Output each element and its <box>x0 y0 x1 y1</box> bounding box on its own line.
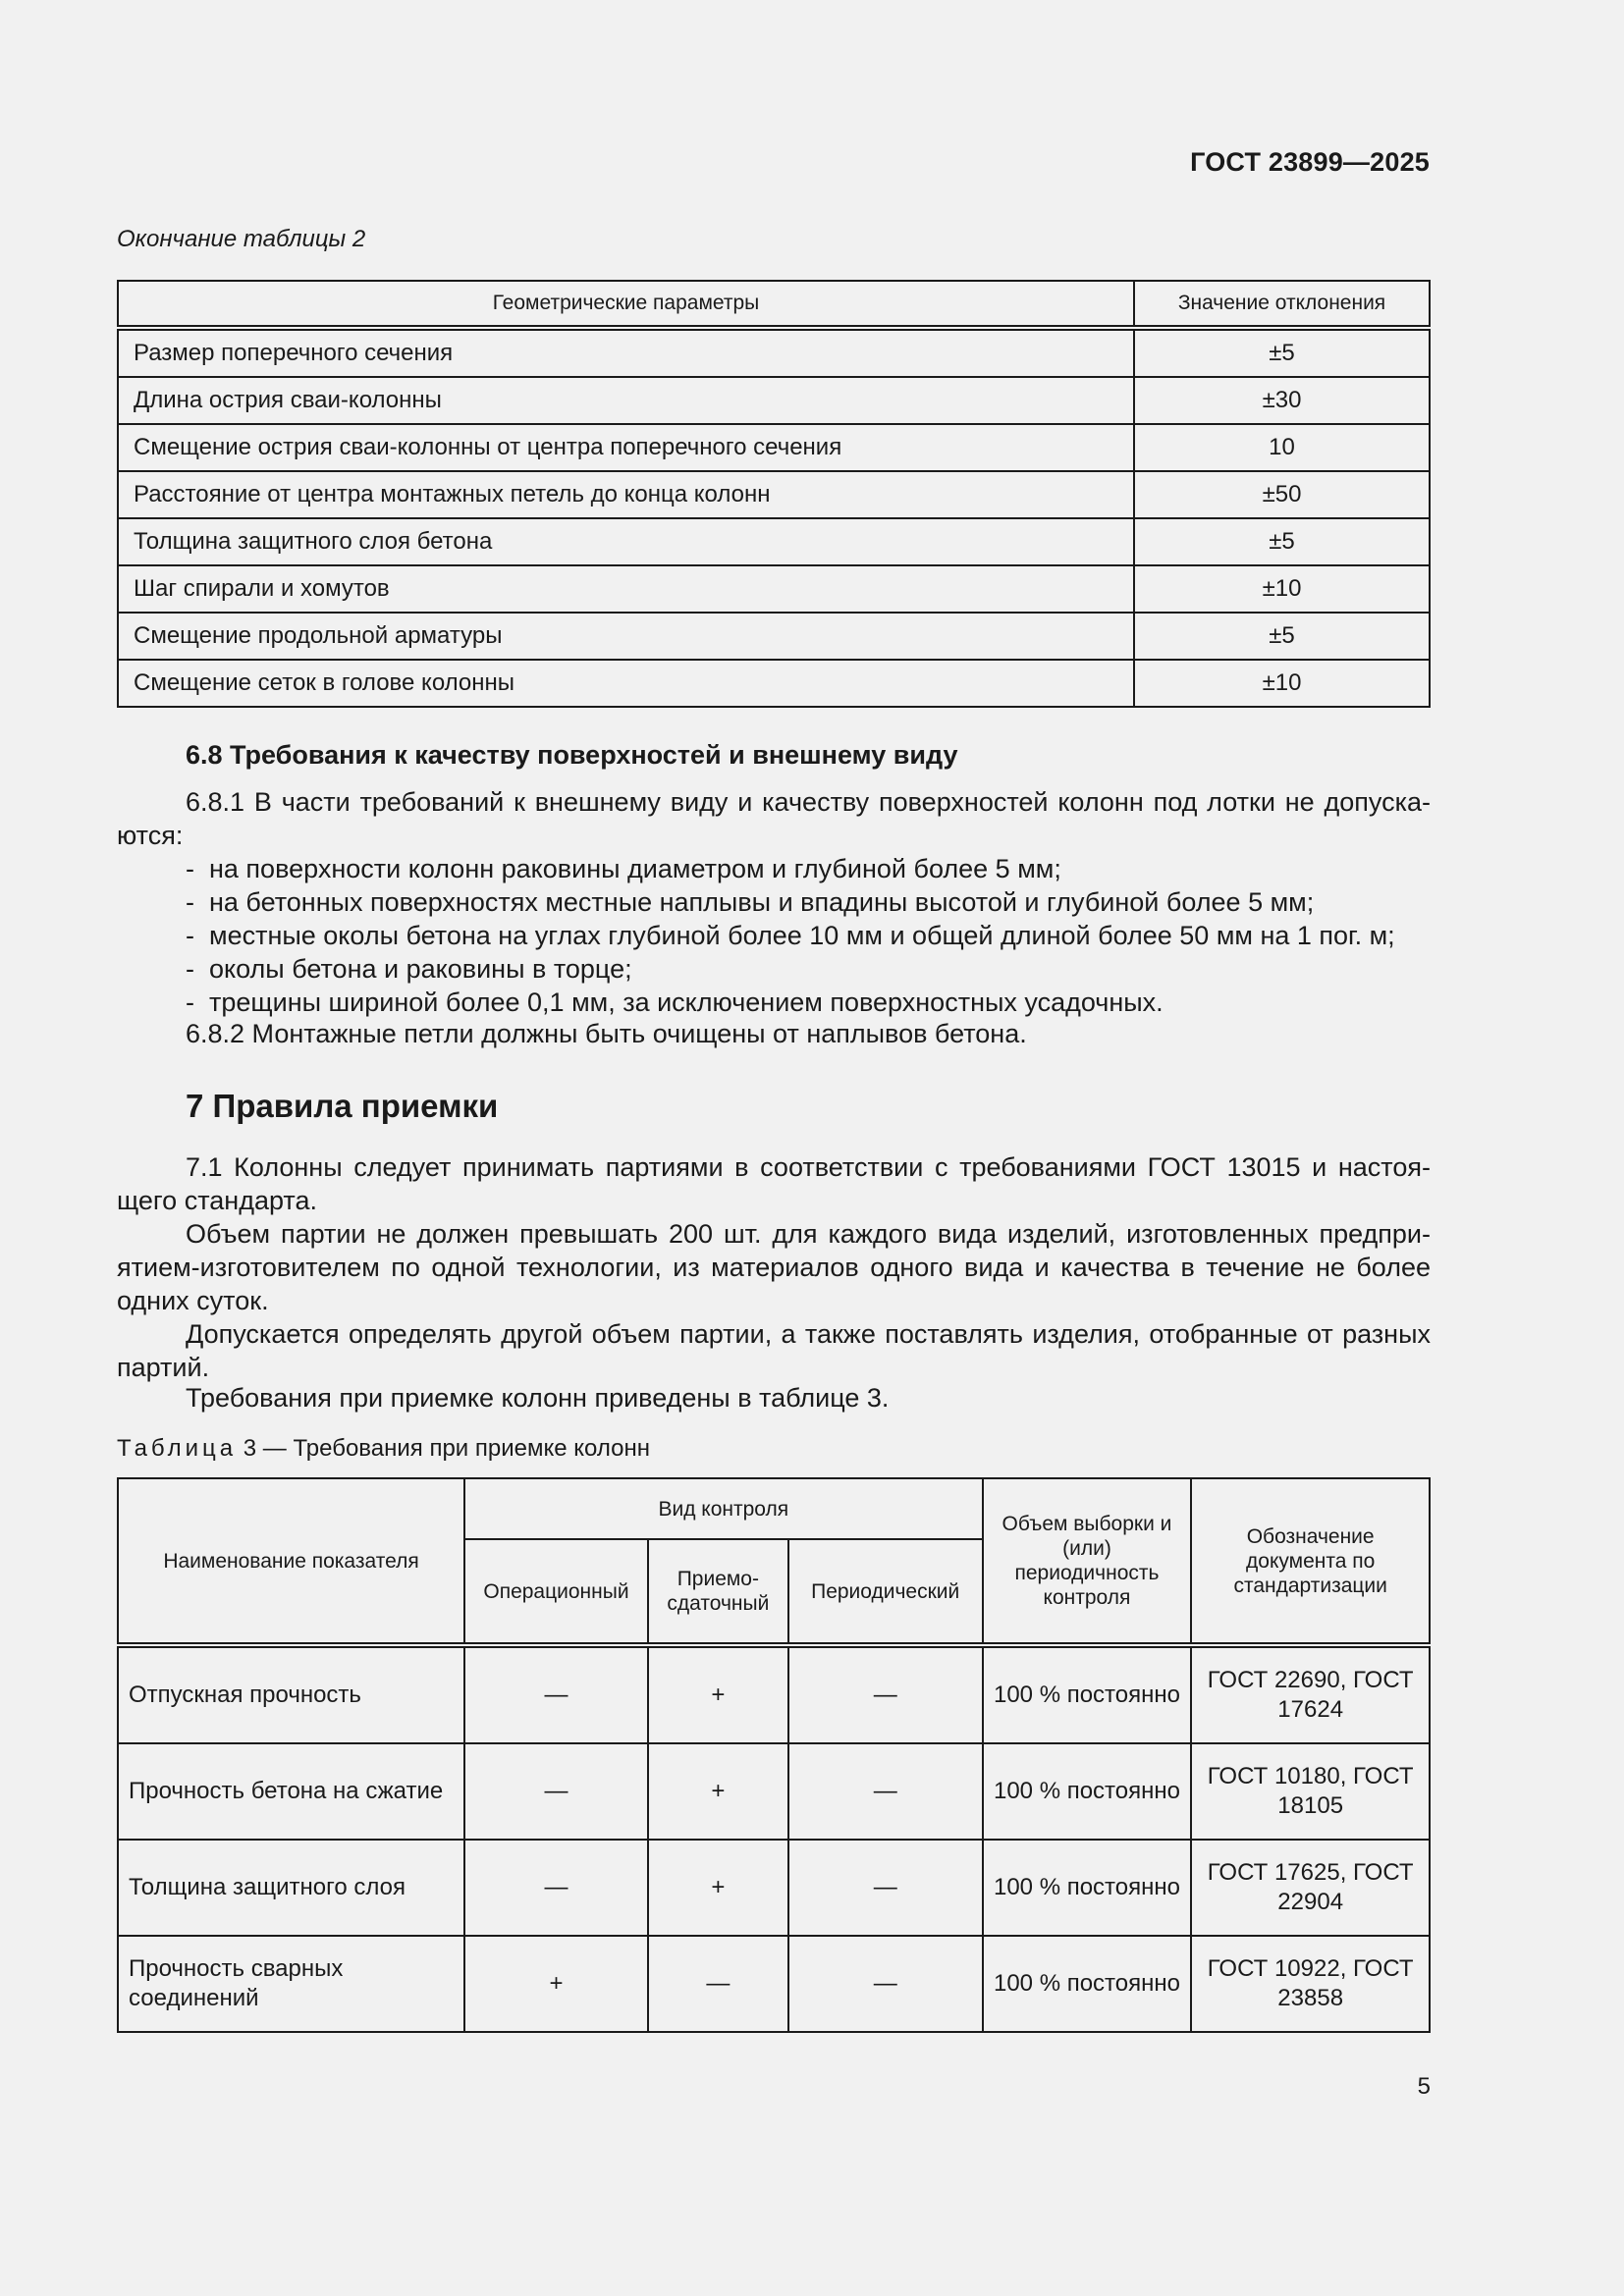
header-control-type: Вид контроля <box>464 1478 983 1539</box>
table-row <box>118 1936 1430 2032</box>
document-cell: ГОСТ 10180, ГОСТ 18105 <box>1191 1743 1430 1840</box>
periodic-cell: — <box>788 1840 983 1936</box>
list-item: - местные околы бетона на углах глубиной более 10 мм и общей длиной более 50 мм на 1 пог. м; <box>186 919 1431 952</box>
operational-cell: — <box>464 1645 648 1743</box>
list-item: - на бетонных поверхностях местные наплывы и впадины высотой и глубиной более 5 мм; <box>186 885 1431 919</box>
sample-cell: 100 % постоянно <box>983 1936 1192 2032</box>
parameter-cell: Смещение острия сваи-колонны от центра поперечного сечения <box>118 424 1134 471</box>
deviation-cell: ±5 <box>1134 613 1430 660</box>
document-cell: ГОСТ 17625, ГОСТ 22904 <box>1191 1840 1430 1936</box>
table3-caption-word: Таблица <box>117 1435 238 1462</box>
parameter-cell: Толщина защитного слоя бетона <box>118 518 1134 565</box>
header-periodic: Периодический <box>788 1539 983 1645</box>
indicator-cell: Прочность сварных соединений <box>118 1936 464 2032</box>
deviation-cell: ±10 <box>1134 660 1430 707</box>
header-operational: Операционный <box>464 1539 648 1645</box>
deviation-cell: ±50 <box>1134 471 1430 518</box>
deviation-cell: ±5 <box>1134 328 1430 377</box>
document-cell: ГОСТ 10922, ГОСТ 23858 <box>1191 1936 1430 2032</box>
defects-list <box>186 852 1431 1019</box>
periodic-cell: — <box>788 1645 983 1743</box>
sample-cell: 100 % постоянно <box>983 1743 1192 1840</box>
list-item: - околы бетона и раковины в торце; <box>186 952 1431 986</box>
acceptance-cell: + <box>648 1840 788 1936</box>
periodic-cell: — <box>788 1936 983 2032</box>
header-sample-volume: Объем выборки и (или) периодичность контроля <box>983 1478 1192 1645</box>
table3-caption <box>117 1435 650 1463</box>
deviation-cell: ±5 <box>1134 518 1430 565</box>
list-item: - трещины шириной более 0,1 мм, за исключением поверхностных усадочных. <box>186 986 1431 1019</box>
table-row <box>118 565 1430 613</box>
deviation-cell: ±10 <box>1134 565 1430 613</box>
parameter-cell: Шаг спирали и хомутов <box>118 565 1134 613</box>
list-item: - на поверхности колонн раковины диаметром и глубиной более 5 мм; <box>186 852 1431 885</box>
sample-cell: 100 % постоянно <box>983 1840 1192 1936</box>
indicator-cell: Толщина защитного слоя <box>118 1840 464 1936</box>
periodic-cell: — <box>788 1743 983 1840</box>
table-row <box>118 471 1430 518</box>
paragraph-other-lot: Допускается определять другой объем партии, а также поставлять изделия, отобранные от разных партий. <box>117 1319 1431 1382</box>
table-3 <box>117 1477 1431 2033</box>
header-deviation-value: Значение отклонения <box>1134 281 1430 328</box>
table2-continuation-caption: Окончание таблицы 2 <box>117 226 366 252</box>
acceptance-cell: — <box>648 1936 788 2032</box>
header-geometric-parameters: Геометрические параметры <box>118 281 1134 328</box>
operational-cell: — <box>464 1743 648 1840</box>
table-row <box>118 518 1430 565</box>
operational-cell: + <box>464 1936 648 2032</box>
deviation-cell: 10 <box>1134 424 1430 471</box>
table-2 <box>117 280 1431 708</box>
parameter-cell: Размер поперечного сечения <box>118 328 1134 377</box>
sample-cell: 100 % постоянно <box>983 1645 1192 1743</box>
table-row <box>118 424 1430 471</box>
indicator-cell: Отпускная прочность <box>118 1645 464 1743</box>
parameter-cell: Смещение продольной арматуры <box>118 613 1134 660</box>
table-header-row <box>118 1478 1430 1539</box>
section-heading-7: 7 Правила приемки <box>186 1088 499 1124</box>
table-row <box>118 660 1430 707</box>
table-header-row <box>118 281 1430 328</box>
table-row <box>118 377 1430 424</box>
paragraph-6-8-1: 6.8.1 В части требований к внешнему виду и качеству поверхностей колонн под лотки не допуска-ются: <box>117 787 1431 850</box>
table3-caption-title: 3 — Требования при приемке колонн <box>237 1435 650 1462</box>
table-row <box>118 328 1430 377</box>
table-row <box>118 1645 1430 1743</box>
document-number: ГОСТ 23899—2025 <box>1190 147 1430 177</box>
acceptance-cell: + <box>648 1645 788 1743</box>
paragraph-table-ref: Требования при приемке колонн приведены в таблице 3. <box>186 1383 890 1413</box>
deviation-cell: ±30 <box>1134 377 1430 424</box>
page-number: 5 <box>1417 2073 1431 2100</box>
table-row <box>118 613 1430 660</box>
document-cell: ГОСТ 22690, ГОСТ 17624 <box>1191 1645 1430 1743</box>
parameter-cell: Расстояние от центра монтажных петель до конца колонн <box>118 471 1134 518</box>
acceptance-cell: + <box>648 1743 788 1840</box>
header-standard-document: Обозначение документа по стандартизации <box>1191 1478 1430 1645</box>
parameter-cell: Длина острия сваи-колонны <box>118 377 1134 424</box>
parameter-cell: Смещение сеток в голове колонны <box>118 660 1134 707</box>
operational-cell: — <box>464 1840 648 1936</box>
indicator-cell: Прочность бетона на сжатие <box>118 1743 464 1840</box>
header-indicator-name: Наименование показателя <box>118 1478 464 1645</box>
paragraph-7-1: 7.1 Колонны следует принимать партиями в соответствии с требованиями ГОСТ 13015 и настоя-щего стандарта. <box>117 1152 1431 1215</box>
subsection-heading-6-8: 6.8 Требования к качеству поверхностей и внешнему виду <box>186 740 958 770</box>
header-acceptance: Приемо-сдаточный <box>648 1539 788 1645</box>
table-row <box>118 1743 1430 1840</box>
paragraph-lot-size: Объем партии не должен превышать 200 шт. для каждого вида изделий, изготовленных предпри-ятием-изготовителем по одной технологии, из материалов одного вида и качества в течение не более одних суток. <box>117 1219 1431 1315</box>
table-row <box>118 1840 1430 1936</box>
paragraph-6-8-2: 6.8.2 Монтажные петли должны быть очищены от наплывов бетона. <box>186 1019 1027 1048</box>
